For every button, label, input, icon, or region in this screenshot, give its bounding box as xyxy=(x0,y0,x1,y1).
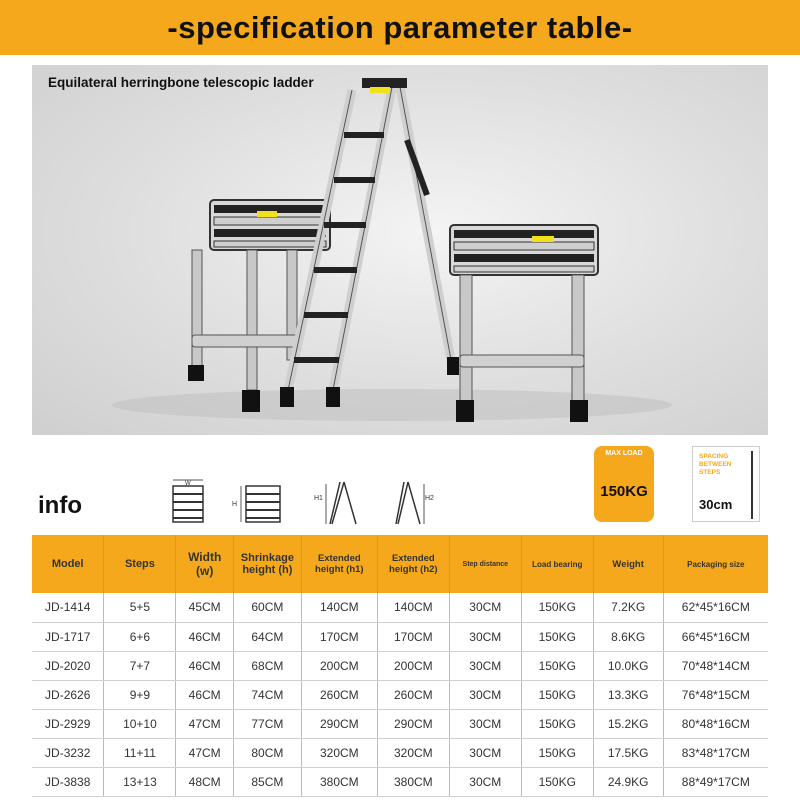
cell-width: 45CM xyxy=(176,593,234,622)
cell-packaging-size: 80*48*16CM xyxy=(663,709,768,738)
cell-shrinkage-height: 80CM xyxy=(233,738,301,767)
header-shrinkage-height: Shrinkage height (h) xyxy=(233,535,301,593)
cell-extended-height-h2: 200CM xyxy=(377,651,449,680)
cell-width: 47CM xyxy=(176,709,234,738)
cell-weight: 13.3KG xyxy=(593,680,663,709)
cell-shrinkage-height: 68CM xyxy=(233,651,301,680)
header-extended-height-h1: Extended height (h1) xyxy=(301,535,377,593)
cell-step-distance: 30CM xyxy=(449,593,521,622)
step-spacing-bar xyxy=(751,451,753,519)
cell-width: 48CM xyxy=(176,767,234,796)
specification-table xyxy=(32,535,768,797)
cell-extended-height-h1: 380CM xyxy=(301,767,377,796)
cell-step-distance: 30CM xyxy=(449,767,521,796)
table-row xyxy=(32,680,768,709)
cell-model: JD-3232 xyxy=(32,738,104,767)
info-row xyxy=(32,440,768,535)
cell-extended-height-h2: 290CM xyxy=(377,709,449,738)
width-icon-mark: W xyxy=(185,481,191,487)
cell-weight: 24.9KG xyxy=(593,767,663,796)
cell-extended-height-h1: 260CM xyxy=(301,680,377,709)
max-load-value: 150KG xyxy=(600,483,648,500)
header-width: Width (w) xyxy=(176,535,234,593)
header-extended-height-h2: Extended height (h2) xyxy=(377,535,449,593)
table-header-row xyxy=(32,535,768,593)
cell-steps: 11+11 xyxy=(104,738,176,767)
cell-step-distance: 30CM xyxy=(449,680,521,709)
extended-height-h2-icon-mark: H2 xyxy=(425,495,434,502)
cell-shrinkage-height: 74CM xyxy=(233,680,301,709)
cell-model: JD-2020 xyxy=(32,651,104,680)
cell-load-bearing: 150KG xyxy=(521,767,593,796)
cell-load-bearing: 150KG xyxy=(521,680,593,709)
cell-extended-height-h2: 380CM xyxy=(377,767,449,796)
cell-model: JD-3838 xyxy=(32,767,104,796)
cell-steps: 13+13 xyxy=(104,767,176,796)
cell-packaging-size: 76*48*15CM xyxy=(663,680,768,709)
cell-steps: 10+10 xyxy=(104,709,176,738)
step-spacing-label: SPACING BETWEEN STEPS xyxy=(699,453,732,476)
width-icon xyxy=(165,476,211,524)
cell-steps: 6+6 xyxy=(104,622,176,651)
cell-step-distance: 30CM xyxy=(449,738,521,767)
max-load-badge xyxy=(594,446,654,522)
table-row xyxy=(32,622,768,651)
product-caption: Equilateral herringbone telescopic ladder xyxy=(48,75,314,90)
extended-height-h1-icon-mark: H1 xyxy=(314,495,323,502)
cell-extended-height-h1: 140CM xyxy=(301,593,377,622)
page-title: -specification parameter table- xyxy=(167,9,633,45)
cell-width: 46CM xyxy=(176,651,234,680)
cell-load-bearing: 150KG xyxy=(521,622,593,651)
cell-model: JD-2929 xyxy=(32,709,104,738)
cell-width: 46CM xyxy=(176,622,234,651)
cell-steps: 9+9 xyxy=(104,680,176,709)
header-packaging-size: Packaging size xyxy=(663,535,768,593)
cell-step-distance: 30CM xyxy=(449,622,521,651)
cell-packaging-size: 83*48*17CM xyxy=(663,738,768,767)
cell-extended-height-h2: 260CM xyxy=(377,680,449,709)
cell-packaging-size: 66*45*16CM xyxy=(663,622,768,651)
cell-weight: 7.2KG xyxy=(593,593,663,622)
shrinkage-height-icon-mark: H xyxy=(232,501,238,508)
cell-model: JD-2626 xyxy=(32,680,104,709)
header-steps: Steps xyxy=(104,535,176,593)
cell-width: 46CM xyxy=(176,680,234,709)
cell-steps: 5+5 xyxy=(104,593,176,622)
cell-model: JD-1717 xyxy=(32,622,104,651)
cell-load-bearing: 150KG xyxy=(521,651,593,680)
cell-extended-height-h2: 320CM xyxy=(377,738,449,767)
cell-shrinkage-height: 60CM xyxy=(233,593,301,622)
extended-height-h2-icon xyxy=(392,476,438,526)
header-weight: Weight xyxy=(593,535,663,593)
cell-extended-height-h2: 170CM xyxy=(377,622,449,651)
cell-load-bearing: 150KG xyxy=(521,738,593,767)
header-model: Model xyxy=(32,535,104,593)
cell-shrinkage-height: 85CM xyxy=(233,767,301,796)
title-banner xyxy=(0,0,800,55)
table-row xyxy=(32,738,768,767)
cell-shrinkage-height: 64CM xyxy=(233,622,301,651)
cell-weight: 17.5KG xyxy=(593,738,663,767)
cell-packaging-size: 70*48*14CM xyxy=(663,651,768,680)
cell-shrinkage-height: 77CM xyxy=(233,709,301,738)
cell-step-distance: 30CM xyxy=(449,709,521,738)
max-load-label: MAX LOAD xyxy=(605,450,643,457)
table-row xyxy=(32,767,768,796)
cell-extended-height-h1: 200CM xyxy=(301,651,377,680)
cell-packaging-size: 88*49*17CM xyxy=(663,767,768,796)
cell-extended-height-h1: 170CM xyxy=(301,622,377,651)
cell-extended-height-h2: 140CM xyxy=(377,593,449,622)
cell-steps: 7+7 xyxy=(104,651,176,680)
step-spacing-badge xyxy=(692,446,760,522)
cell-weight: 8.6KG xyxy=(593,622,663,651)
shrinkage-height-icon xyxy=(232,476,284,524)
product-photo xyxy=(32,65,768,435)
table-row xyxy=(32,709,768,738)
header-step-distance: Step distance xyxy=(449,535,521,593)
ladders-illustration xyxy=(32,65,768,435)
cell-load-bearing: 150KG xyxy=(521,593,593,622)
cell-weight: 15.2KG xyxy=(593,709,663,738)
extended-height-h1-icon xyxy=(314,476,360,526)
table-row xyxy=(32,651,768,680)
table-row xyxy=(32,593,768,622)
table-body xyxy=(32,593,768,796)
cell-model: JD-1414 xyxy=(32,593,104,622)
cell-step-distance: 30CM xyxy=(449,651,521,680)
cell-packaging-size: 62*45*16CM xyxy=(663,593,768,622)
step-spacing-value: 30cm xyxy=(699,497,733,512)
header-load-bearing: Load bearing xyxy=(521,535,593,593)
cell-extended-height-h1: 320CM xyxy=(301,738,377,767)
cell-extended-height-h1: 290CM xyxy=(301,709,377,738)
cell-width: 47CM xyxy=(176,738,234,767)
cell-load-bearing: 150KG xyxy=(521,709,593,738)
info-label: info xyxy=(38,492,82,519)
cell-weight: 10.0KG xyxy=(593,651,663,680)
